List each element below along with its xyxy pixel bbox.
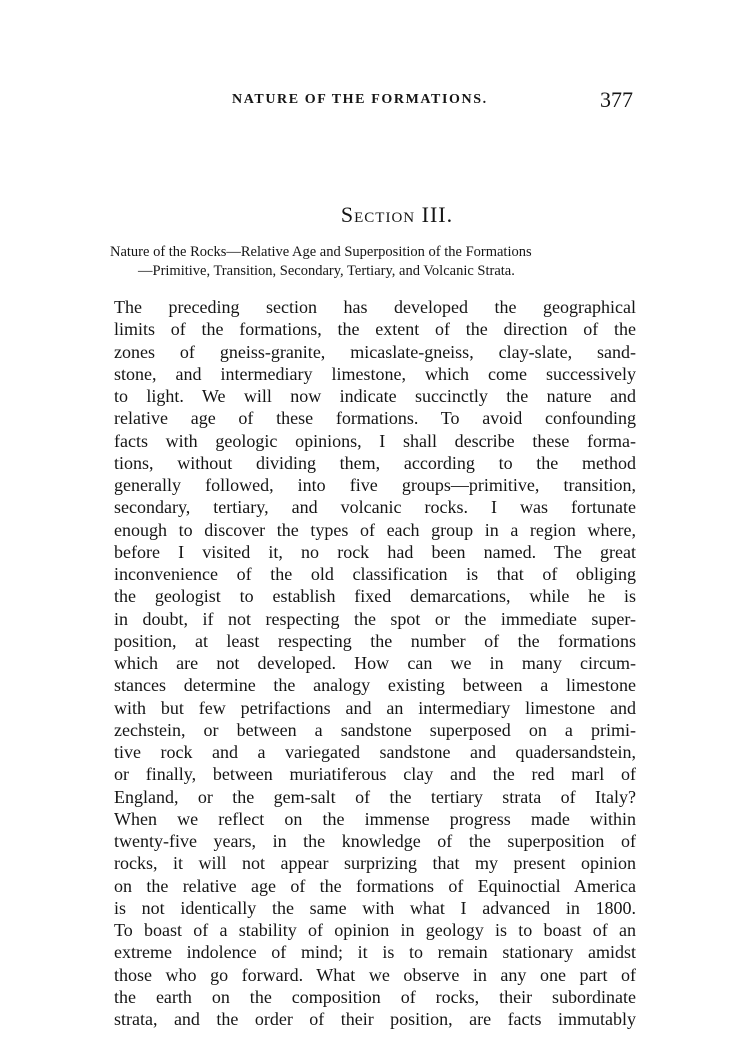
body-paragraph [114, 296, 636, 1030]
text-line: facts with geologic opinions, I shall describe these forma- [114, 430, 636, 451]
text-line: rocks, it will not appear surprizing that my present opinion [114, 853, 636, 874]
summary-line: —Primitive, Transition, Secondary, Tertiary, and Volcanic Strata. [138, 263, 515, 279]
text-line: to light. We will now indicate succinctly the nature and [114, 386, 636, 406]
text-line: England, or the gem-salt of the tertiary strata of Italy? [114, 786, 636, 807]
text-line: tions, without dividing them, according to the method [114, 452, 636, 473]
section-summary [110, 243, 640, 281]
text-line: position, at least respecting the number of the formations [114, 630, 636, 651]
text-line: before I visited it, no rock had been named. The great [114, 541, 636, 562]
text-line: enough to discover the types of each group in a region where, [114, 519, 636, 540]
text-line: stances determine the analogy existing between a limestone [114, 675, 636, 696]
text-line: the earth on the composition of rocks, their subordinate [114, 986, 636, 1007]
text-line: the geologist to establish fixed demarcations, while he is [114, 586, 636, 607]
page-number: 377 [600, 87, 633, 112]
section-heading: Section III. [340, 202, 454, 227]
text-line: extreme indolence of mind; it is to remain stationary amidst [114, 942, 636, 963]
text-line: strata, and the order of their position, are facts immutably [114, 1009, 636, 1029]
text-line: with but few petrifactions and an intermediary limestone and [114, 697, 636, 718]
text-line: relative age of these formations. To avoid confounding [114, 408, 636, 429]
text-line: those who go forward. What we observe in any one part of [114, 964, 636, 985]
text-line: tive rock and a variegated sandstone and quadersandstein, [114, 742, 636, 762]
running-header: NATURE OF THE FORMATIONS. [232, 92, 488, 107]
text-line: on the relative age of the formations of Equinoctial America [114, 875, 636, 896]
text-line: stone, and intermediary limestone, which come successively [114, 363, 636, 384]
text-line: generally followed, into five groups—primitive, transition, [114, 475, 636, 495]
text-line: is not identically the same with what I advanced in 1800. [114, 897, 636, 918]
text-line: When we reflect on the immense progress made within [114, 808, 636, 829]
text-line: zechstein, or between a sandstone superposed on a primi- [114, 719, 636, 740]
summary-line: Nature of the Rocks—Relative Age and Superposition of the Formations [110, 244, 532, 260]
text-line: zones of gneiss-granite, micaslate-gneiss, clay-slate, sand- [114, 341, 636, 362]
text-line: or finally, between muriatiferous clay and the red marl of [114, 764, 636, 785]
text-line: in doubt, if not respecting the spot or the immediate super- [114, 608, 636, 629]
text-line: To boast of a stability of opinion in geology is to boast of an [114, 920, 636, 940]
text-line: limits of the formations, the extent of the direction of the [114, 319, 636, 340]
text-line: twenty-five years, in the knowledge of the superposition of [114, 831, 636, 851]
text-line: which are not developed. How can we in many circum- [114, 653, 636, 673]
text-line: inconvenience of the old classification is that of obliging [114, 564, 636, 584]
text-line: The preceding section has developed the geographical [114, 297, 636, 317]
text-line: secondary, tertiary, and volcanic rocks. I was fortunate [114, 497, 636, 518]
